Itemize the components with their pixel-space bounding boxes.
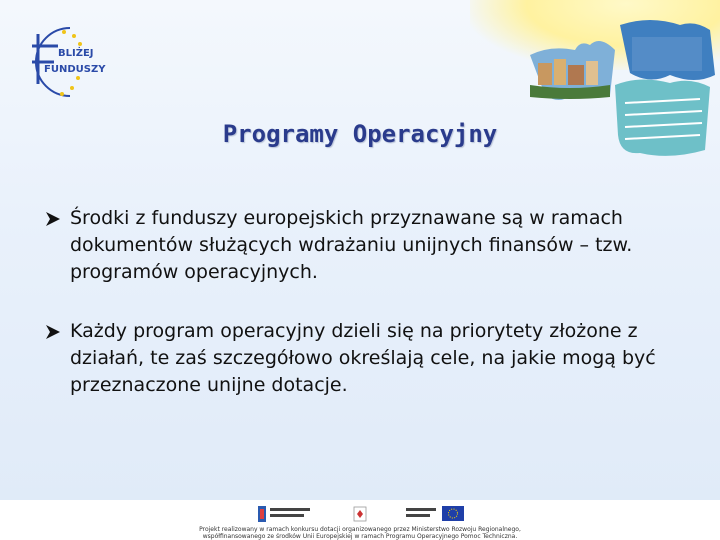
arrow-bullet-icon bbox=[44, 324, 62, 340]
blizej-funduszy-logo bbox=[18, 22, 118, 102]
svg-text:FUNDUSZY: FUNDUSZY bbox=[44, 64, 106, 75]
bullet-item bbox=[44, 318, 694, 399]
bullet-list bbox=[44, 205, 694, 431]
slide-title: Programy Operacyjny bbox=[222, 120, 498, 148]
footer-line-1: Projekt realizowany w ramach konkursu dotacji organizowanego przez Ministerstwo Rozwoju Regionalnego, bbox=[199, 526, 521, 533]
footer-line-2: współfinansowanego ze środków Unii Europejskiej w ramach Programu Operacyjnego Pomoc Techniczna. bbox=[202, 533, 518, 540]
bullet-item bbox=[44, 205, 694, 286]
bullet-text: Każdy program operacyjny dzieli się na priorytety złożone z działań, te zaś szczegółowo określają cele, na jakie mogą być przeznaczone unijne dotacje. bbox=[70, 320, 656, 396]
sponsor-logos bbox=[250, 503, 470, 525]
footer-text bbox=[170, 526, 550, 540]
svg-text:BLIŻEJ: BLIŻEJ bbox=[58, 48, 94, 59]
arrow-bullet-icon bbox=[44, 211, 62, 227]
bullet-text: Środki z funduszy europejskich przyznawane są w ramach dokumentów służących wdrażaniu unijnych finansów – tzw. programów operacyjnych. bbox=[70, 207, 633, 283]
